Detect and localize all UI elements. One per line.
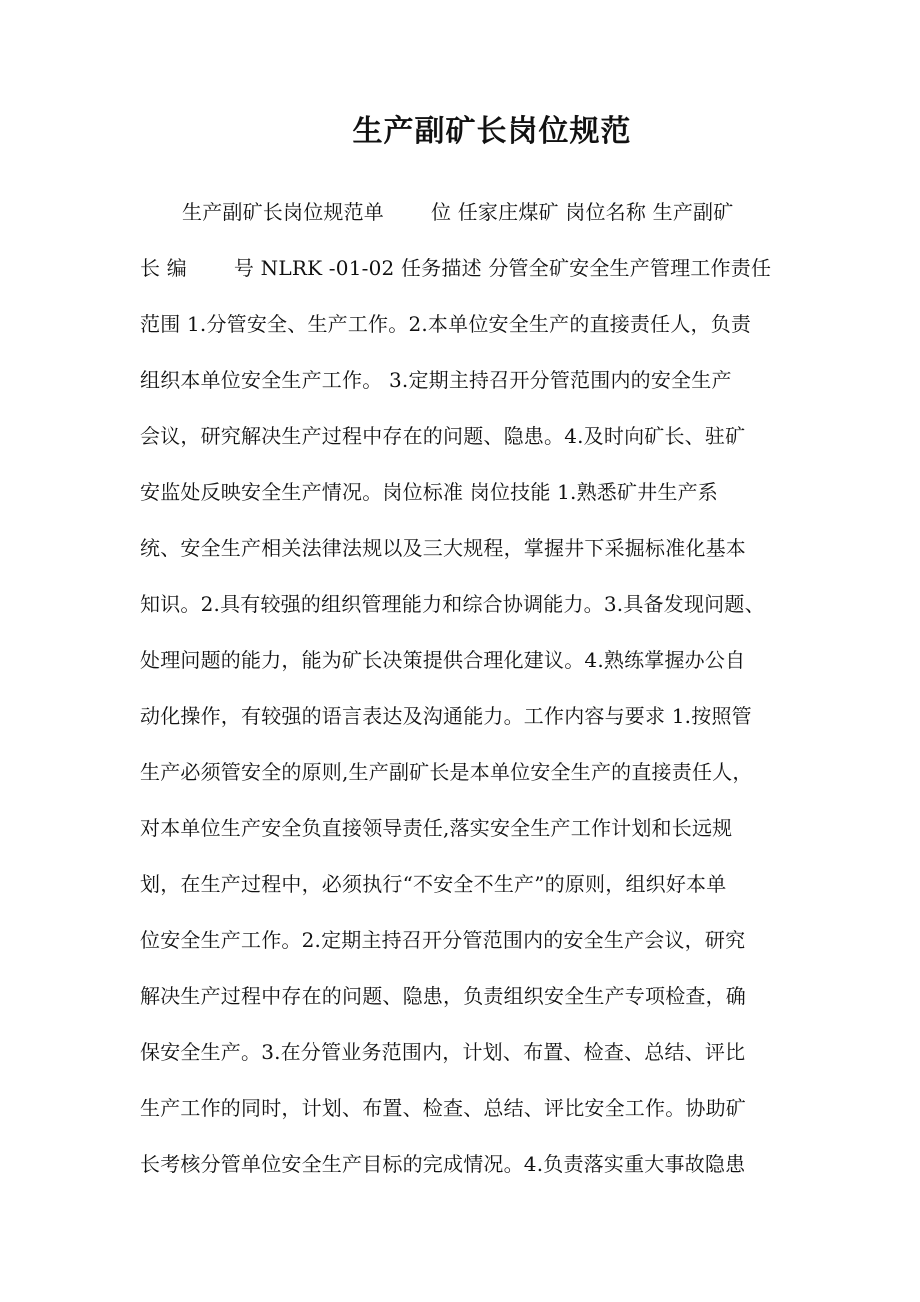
text-line: 生产必须管安全的原则,生产副矿长是本单位安全生产的直接责任人， xyxy=(140,760,753,784)
text-line: 解决生产过程中存在的问题、隐患，负责组织安全生产专项检查，确 xyxy=(140,984,746,1008)
text-line: 生产工作的同时，计划、布置、检查、总结、评比安全工作。协助矿 xyxy=(140,1096,746,1120)
text-line: 长考核分管单位安全生产目标的完成情况。4.负责落实重大事故隐患 xyxy=(140,1152,746,1176)
text-line: 对本单位生产安全负直接领导责任,落实安全生产工作计划和长远规 xyxy=(140,816,733,840)
text-line: 组织本单位安全生产工作。 3.定期主持召开分管范围内的安全生产 xyxy=(140,368,732,392)
text-line: 范围 1.分管安全、生产工作。2.本单位安全生产的直接责任人，负责 xyxy=(140,312,752,336)
page-title: 生产副矿长岗位规范 xyxy=(352,114,632,149)
text-line: 动化操作，有较强的语言表达及沟通能力。工作内容与要求 1.按照管 xyxy=(140,704,752,728)
text-line: 统、安全生产相关法律法规以及三大规程，掌握井下采掘标准化基本 xyxy=(140,536,746,560)
text-line: 处理问题的能力，能为矿长决策提供合理化建议。4.熟练掌握办公自 xyxy=(140,648,746,672)
text-line: 知识。2.具有较强的组织管理能力和综合协调能力。3.具备发现问题、 xyxy=(140,592,765,616)
text-line: 保安全生产。3.在分管业务范围内，计划、布置、检查、总结、评比 xyxy=(140,1040,746,1064)
text-line: 生产副矿长岗位规范单 位 任家庄煤矿 岗位名称 生产副矿 xyxy=(182,200,734,224)
text-line: 划，在生产过程中，必须执行“不安全不生产”的原则，组织好本单 xyxy=(140,872,727,896)
text-line: 长 编 号 NLRK -01-02 任务描述 分管全矿安全生产管理工作责任 xyxy=(140,256,772,280)
text-line: 位安全生产工作。2.定期主持召开分管范围内的安全生产会议，研究 xyxy=(140,928,746,952)
text-line: 会议，研究解决生产过程中存在的问题、隐患。4.及时向矿长、驻矿 xyxy=(140,424,746,448)
text-line: 安监处反映安全生产情况。岗位标准 岗位技能 1.熟悉矿井生产系 xyxy=(140,480,718,504)
